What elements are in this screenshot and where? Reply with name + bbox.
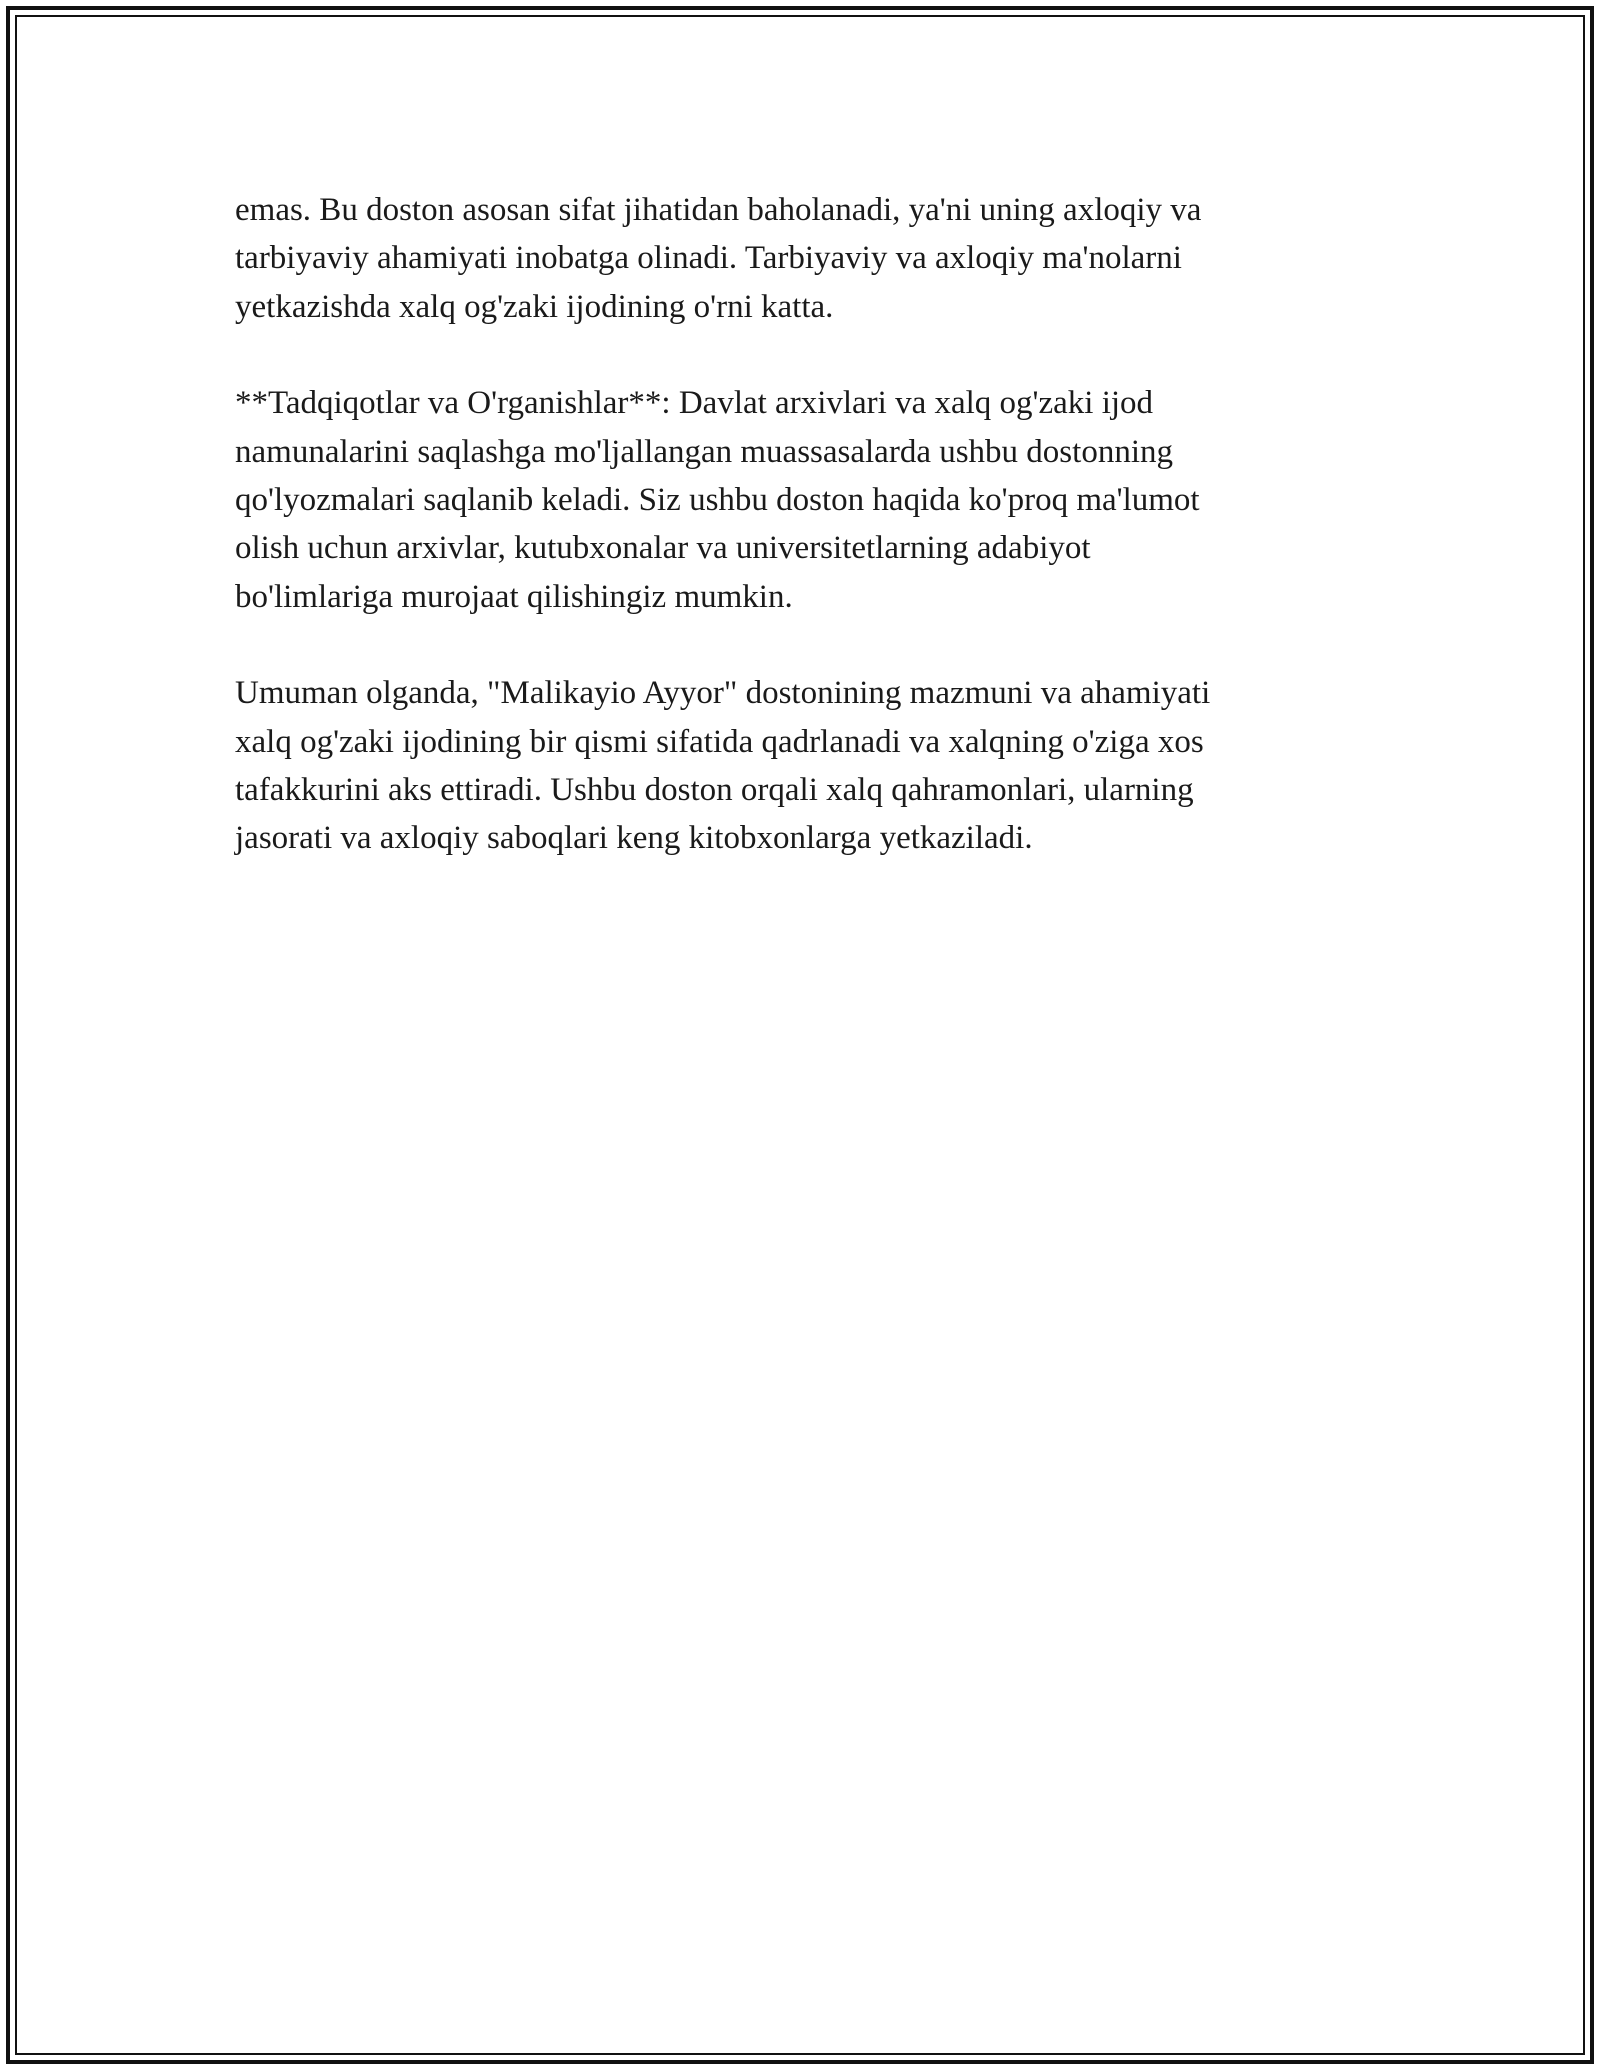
text-line: yetkazishda xalq og'zaki ijodining o'rni katta. (235, 288, 834, 325)
text-line: olish uchun arxivlar, kutubxonalar va universitetlarning adabiyot (235, 530, 1091, 567)
text-line: xalq og'zaki ijodining bir qismi sifatida qadrlanadi va xalqning o'ziga xos (235, 723, 1204, 760)
text-line: namunalarini saqlashga mo'ljallangan muassasalarda ushbu dostonning (235, 433, 1173, 470)
paragraph-research (235, 379, 1345, 621)
text-line: tarbiyaviy ahamiyati inobatga olinadi. Tarbiyaviy va axloqiy ma'nolarni (235, 240, 1182, 277)
text-line: **Tadqiqotlar va O'rganishlar**: Davlat arxivlari va xalq og'zaki ijod (235, 385, 1154, 422)
document-body (235, 186, 1345, 911)
paragraph-evaluation (235, 186, 1345, 331)
text-line: tafakkurini aks ettiradi. Ushbu doston orqali xalq qahramonlari, ularning (235, 772, 1194, 809)
text-line: jasorati va axloqiy saboqlari keng kitobxonlarga yetkaziladi. (235, 820, 1033, 857)
text-line: emas. Bu doston asosan sifat jihatidan baholanadi, ya'ni uning axloqiy va (235, 192, 1202, 228)
paragraph-conclusion (235, 669, 1345, 863)
text-line: bo'limlariga murojaat qilishingiz mumkin. (235, 578, 793, 615)
text-line: Umuman olganda, "Malikayio Ayyor" dostonining mazmuni va ahamiyati (235, 675, 1211, 712)
text-line: qo'lyozmalari saqlanib keladi. Siz ushbu doston haqida ko'proq ma'lumot (235, 482, 1200, 519)
